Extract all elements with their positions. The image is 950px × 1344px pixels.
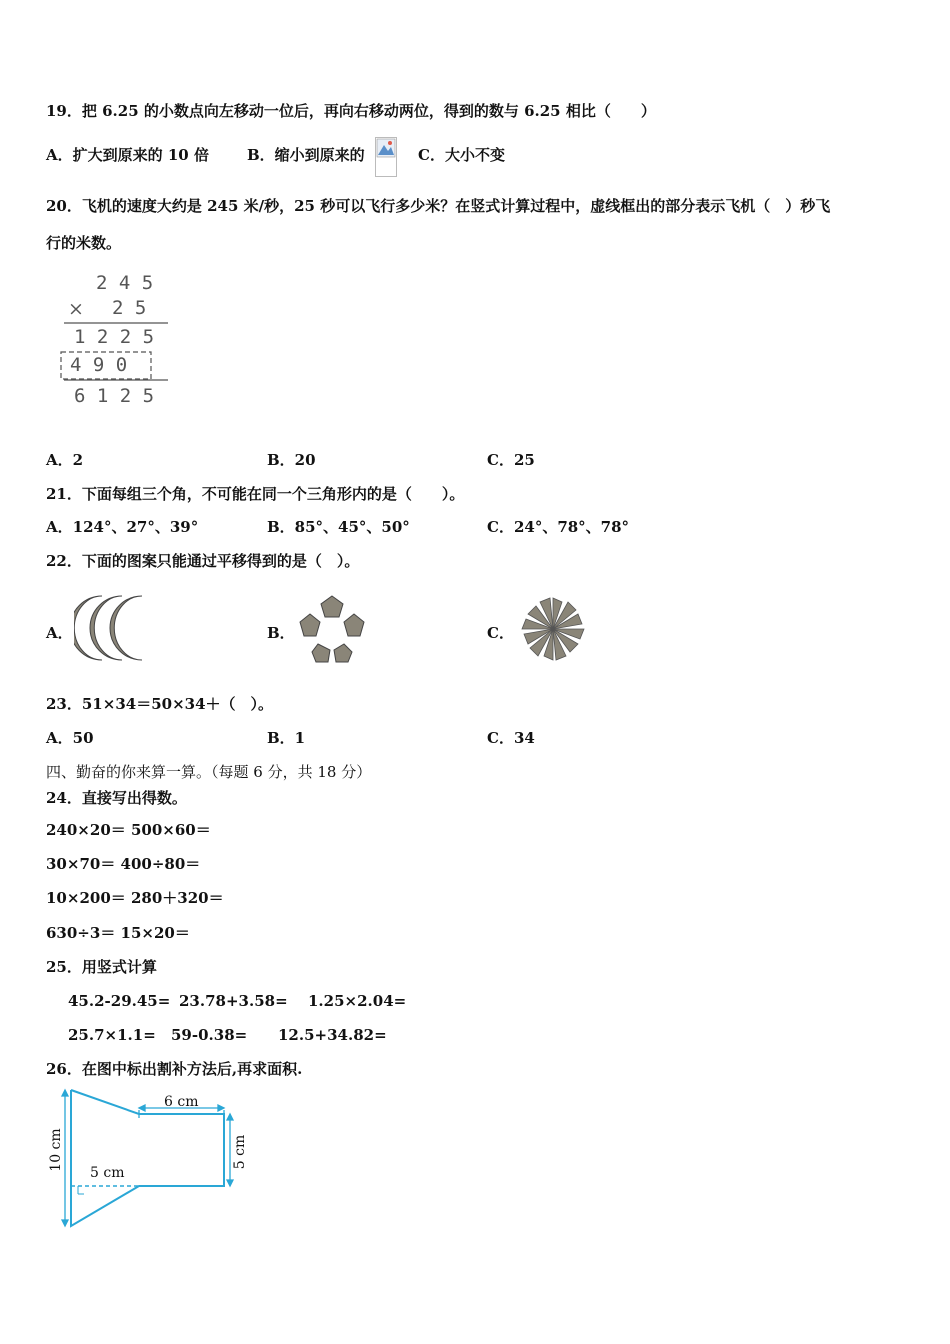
calc-row-partial1: 1 2 2 5 <box>74 326 155 348</box>
q25-title: 25．用竖式计算 <box>46 958 157 976</box>
pentagons-figure[interactable] <box>296 592 368 668</box>
calc-row-product: 6 1 2 5 <box>74 385 155 407</box>
q21-option-b[interactable]: B．85°、45°、50° <box>267 518 410 536</box>
q22-text: 22．下面的图案只能通过平移得到的是（ ）。 <box>46 552 360 570</box>
q26-title: 26．在图中标出割补方法后,再求面积. <box>46 1060 303 1078</box>
q23-option-b[interactable]: B．1 <box>267 729 306 747</box>
calc-row-multiplicand: 2 4 5 <box>96 272 154 294</box>
label-left-10cm: 10 cm <box>48 1128 64 1172</box>
calc-times-sign: × <box>68 298 84 320</box>
q19-text: 19．把 6.25 的小数点向左移动一位后，再向右移动两位，得到的数与 6.25 相比（ ） <box>46 102 656 120</box>
q24-row: 10×200＝ 280＋320＝ <box>46 889 224 907</box>
q24-row: 240×20＝ 500×60＝ <box>46 821 211 839</box>
q21-option-c[interactable]: C．24°、78°、78° <box>487 518 630 536</box>
broken-image-icon <box>375 137 397 181</box>
q20-option-a[interactable]: A．2 <box>46 451 84 469</box>
q25-expression: 45.2-29.45= <box>68 992 171 1010</box>
q19-option-a[interactable]: A．扩大到原来的 10 倍 <box>46 146 209 164</box>
q23-option-a[interactable]: A．50 <box>46 729 94 747</box>
q22-option-a[interactable]: A． <box>46 624 73 642</box>
q25-expression: 23.78+3.58= <box>179 992 288 1010</box>
label-middle-5cm: 5 cm <box>90 1165 125 1181</box>
q25-expression: 12.5+34.82= <box>278 1026 387 1044</box>
q21-text: 21．下面每组三个角，不可能在同一个三角形内的是（ ）。 <box>46 485 465 503</box>
q19-option-c[interactable]: C．大小不变 <box>418 146 505 164</box>
q25-expression: 1.25×2.04= <box>308 992 407 1010</box>
q25-expression: 25.7×1.1= <box>68 1026 156 1044</box>
calc-row-multiplier: 2 5 <box>112 297 147 319</box>
q20-text-line1: 20．飞机的速度大约是 245 米/秒，25 秒可以飞行多少米？在竖式计算过程中，虚线框出的部分表示飞机（ ）秒飞 <box>46 197 831 215</box>
q23-option-c[interactable]: C．34 <box>487 729 535 747</box>
q24-row: 630÷3＝ 15×20＝ <box>46 924 190 942</box>
q21-option-a[interactable]: A．124°、27°、39° <box>46 518 199 536</box>
q24-title: 24．直接写出得数。 <box>46 789 187 807</box>
q22-option-c[interactable]: C． <box>487 624 514 642</box>
section-4-heading: 四、勤奋的你来算一算。（每题 6 分，共 18 分） <box>46 763 372 781</box>
q19-option-b-label: B．缩小到原来的 <box>247 146 365 164</box>
calc-row-partial2: 4 9 0 <box>70 354 128 376</box>
q23-text: 23．51×34＝50×34＋（ ）。 <box>46 695 274 713</box>
q20-option-b[interactable]: B．20 <box>267 451 316 469</box>
q20-option-c[interactable]: C．25 <box>487 451 535 469</box>
q25-expression: 59-0.38= <box>171 1026 248 1044</box>
label-top-6cm: 6 cm <box>164 1094 199 1110</box>
area-diagram <box>44 1084 254 1232</box>
q24-row: 30×70＝ 400÷80＝ <box>46 855 201 873</box>
q22-option-b[interactable]: B． <box>267 624 295 642</box>
pinwheel-figure[interactable] <box>516 594 590 668</box>
q20-text-line2: 行的米数。 <box>46 234 122 252</box>
q19-option-b[interactable] <box>247 145 365 165</box>
vertical-multiplication-figure <box>56 268 176 410</box>
label-right-5cm: 5 cm <box>232 1134 248 1170</box>
crescents-figure[interactable] <box>74 592 160 668</box>
